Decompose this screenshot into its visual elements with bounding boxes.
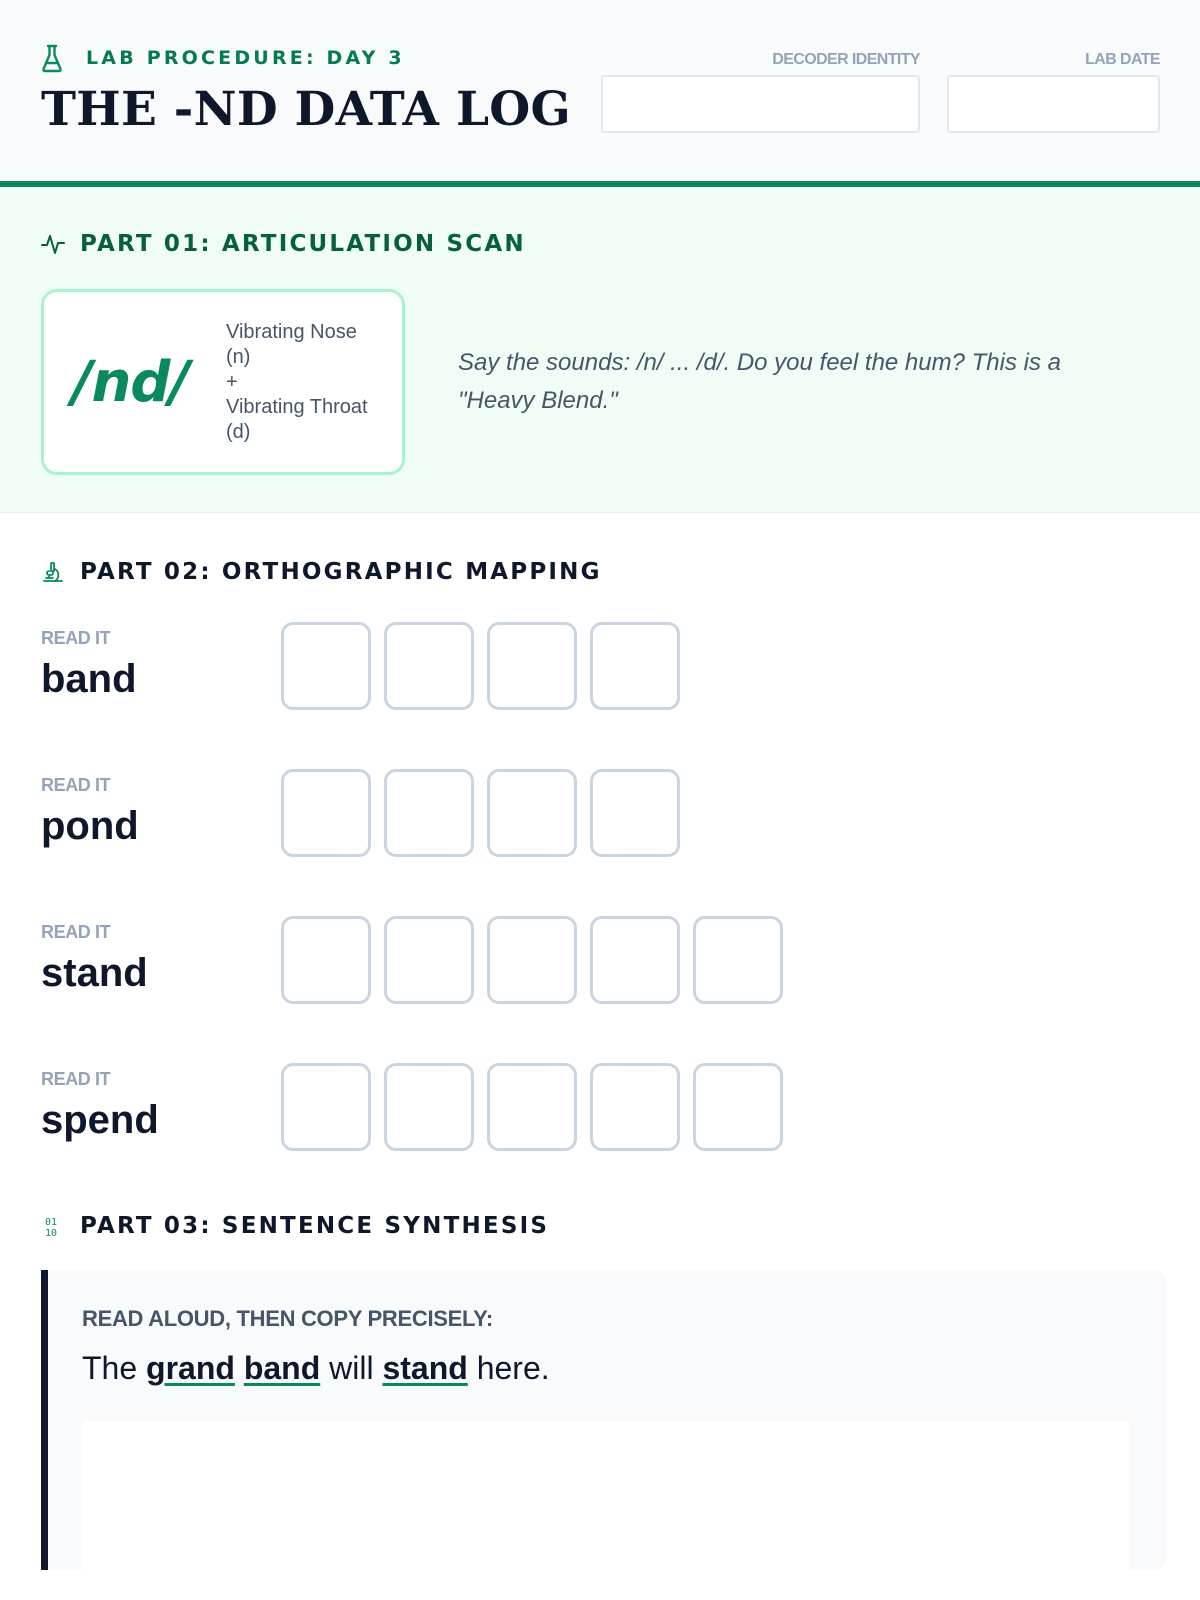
word: spend xyxy=(41,1098,159,1142)
sound-box[interactable] xyxy=(487,916,577,1004)
throat-description: Vibrating Throat (d) xyxy=(226,396,368,443)
sound-box[interactable] xyxy=(590,1063,680,1151)
section-heading xyxy=(41,559,602,585)
sound-box[interactable] xyxy=(281,1063,371,1151)
flask-icon xyxy=(41,43,63,73)
section-title: PART 02: ORTHOGRAPHIC MAPPING xyxy=(80,559,602,585)
section-title: PART 03: SENTENCE SYNTHESIS xyxy=(80,1213,550,1239)
lab-date-input[interactable] xyxy=(947,75,1160,133)
nose-description: Vibrating Nose (n) xyxy=(226,321,357,368)
sentence-text xyxy=(235,1350,244,1386)
word: pond xyxy=(41,804,139,848)
read-it-label: READ IT xyxy=(41,775,111,795)
svg-text:01: 01 xyxy=(45,1217,58,1228)
highlighted-word: stand xyxy=(382,1350,468,1386)
read-it-label: READ IT xyxy=(41,628,111,648)
read-it-label: READ IT xyxy=(41,922,111,942)
svg-text:10: 10 xyxy=(45,1228,58,1238)
word: stand xyxy=(41,951,148,995)
sentence-text: here. xyxy=(467,1350,550,1386)
sound-box[interactable] xyxy=(590,622,680,710)
microscope-icon xyxy=(41,560,65,584)
sound-box[interactable] xyxy=(281,769,371,857)
sentence-text: The xyxy=(82,1350,147,1386)
word-row xyxy=(41,775,139,849)
sentence-text: will xyxy=(320,1350,383,1386)
eyebrow-text: LAB PROCEDURE: DAY 3 xyxy=(86,47,405,69)
sound-box[interactable] xyxy=(384,769,474,857)
highlighted-word: grand xyxy=(146,1350,235,1386)
section-heading xyxy=(41,231,526,257)
sound-box[interactable] xyxy=(693,1063,783,1151)
part-articulation-scan xyxy=(0,187,1200,513)
page-header xyxy=(0,0,1200,181)
sound-box[interactable] xyxy=(487,622,577,710)
part-orthographic-mapping xyxy=(0,513,1200,1213)
word-row xyxy=(41,922,148,996)
sound-box[interactable] xyxy=(384,1063,474,1151)
articulation-note: Say the sounds: /n/ ... /d/. Do you feel the hum? This is a "Heavy Blend." xyxy=(458,349,1061,414)
pulse-icon xyxy=(41,232,65,256)
read-it-label: READ IT xyxy=(41,1069,111,1089)
sound-box[interactable] xyxy=(590,769,680,857)
sound-box[interactable] xyxy=(281,916,371,1004)
page-title: THE -ND DATA LOG xyxy=(41,82,571,137)
decoder-identity-field xyxy=(601,51,920,133)
eyebrow xyxy=(41,43,405,73)
sound-box[interactable] xyxy=(384,916,474,1004)
sound-box[interactable] xyxy=(487,769,577,857)
articulation-description xyxy=(226,320,376,445)
sound-box[interactable] xyxy=(281,622,371,710)
sound-box[interactable] xyxy=(384,622,474,710)
sound-boxes xyxy=(281,1063,796,1151)
phoneme-card xyxy=(41,289,405,475)
sound-boxes xyxy=(281,622,693,710)
sound-boxes xyxy=(281,769,693,857)
word-row xyxy=(41,1069,159,1143)
sound-boxes xyxy=(281,916,796,1004)
section-title: PART 01: ARTICULATION SCAN xyxy=(80,231,526,257)
highlighted-word: band xyxy=(243,1350,321,1386)
word: band xyxy=(41,657,137,701)
decoder-identity-label: DECODER IDENTITY xyxy=(772,51,920,68)
lab-date-label: LAB DATE xyxy=(1085,51,1160,68)
plus-sign: + xyxy=(226,371,238,393)
instruction: READ ALOUD, THEN COPY PRECISELY: xyxy=(82,1306,493,1331)
binary-icon xyxy=(41,1214,65,1238)
phoneme: /nd/ xyxy=(72,349,189,415)
word-row xyxy=(41,628,137,702)
target-sentence xyxy=(82,1350,550,1387)
section-heading xyxy=(41,1213,549,1239)
sound-box[interactable] xyxy=(487,1063,577,1151)
sound-box[interactable] xyxy=(693,916,783,1004)
copy-writing-area[interactable] xyxy=(82,1421,1129,1581)
decoder-identity-input[interactable] xyxy=(601,75,920,133)
sound-box[interactable] xyxy=(590,916,680,1004)
sentence-card xyxy=(41,1270,1167,1570)
lab-date-field xyxy=(947,51,1160,133)
